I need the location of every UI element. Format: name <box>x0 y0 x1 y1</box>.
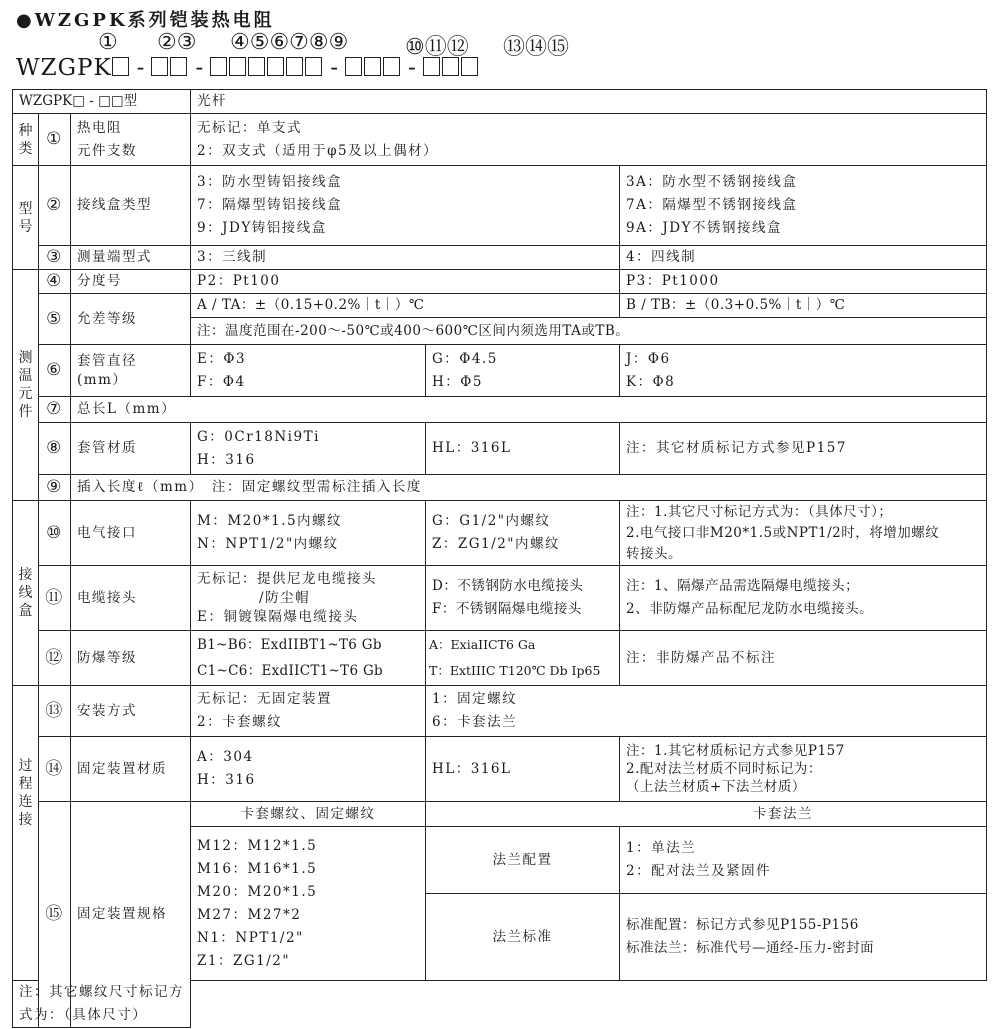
option: F：Φ4 <box>197 373 246 390</box>
row-number: ⑩ <box>39 501 71 566</box>
flange-config-label: 法兰配置 <box>426 827 620 894</box>
table-row <box>13 802 987 827</box>
option: 无标记：提供尼龙电缆接头 <box>197 570 378 587</box>
option: 3A：防水型不锈钢接线盒 <box>626 174 798 190</box>
code-box <box>286 57 303 76</box>
flange-std-label: 法兰标准 <box>426 894 620 981</box>
code-box <box>442 57 459 76</box>
category-model <box>13 166 39 270</box>
options-col2 <box>426 686 987 737</box>
code-dash: - <box>330 55 339 81</box>
row-note: 注：其它螺纹尺寸标记方式为：（具体尺寸） <box>13 981 191 1028</box>
note-line: 注：1、隔爆产品需选隔爆电缆接头； <box>626 578 860 594</box>
option: T：ExtIIIC T120℃ Db Ip65 <box>429 663 601 678</box>
option: 标准法兰：标准代号—通经-压力-密封面 <box>626 940 875 956</box>
header-model: WZGPK□ - □□型 <box>13 90 191 114</box>
row-number: ⑤ <box>39 294 71 345</box>
option: G：Φ4.5 <box>432 350 498 367</box>
label-line: (mm） <box>77 371 128 388</box>
table-row <box>13 246 987 270</box>
note-line: 注：1.其它尺寸标记方式为：（具体尺寸）； <box>626 503 893 520</box>
code-number-group-3: ④⑤⑥⑦⑧⑨ <box>230 30 349 55</box>
code-dash: - <box>195 55 205 81</box>
note-col3: 注：其它材质标记方式参见P157 <box>620 423 987 475</box>
option: /防尘帽 <box>259 589 311 606</box>
row-number: ② <box>39 166 71 246</box>
row-label: 总长L（mm） <box>71 397 987 423</box>
category-label: 种类 <box>18 122 33 157</box>
row-label: 安装方式 <box>71 686 191 737</box>
options-col1 <box>191 631 426 686</box>
row-number: ④ <box>39 270 71 294</box>
row-label: 固定装置材质 <box>71 737 191 802</box>
note-line: 2.配对法兰材质不同时标记为： <box>626 761 822 777</box>
row-label: 套管材质 <box>71 423 191 475</box>
option: 7A：隔爆型不锈钢接线盒 <box>626 197 798 213</box>
selection-table <box>12 89 987 1028</box>
options-col1 <box>191 345 426 397</box>
note-line: （上法兰材质+下法兰材质） <box>626 779 806 795</box>
row-label: 电气接口 <box>71 501 191 566</box>
table-row <box>13 270 987 294</box>
option: H：316 <box>197 772 256 788</box>
option: 2：卡套螺纹 <box>197 714 283 730</box>
note-line: 转接头。 <box>626 545 683 562</box>
subheader-flange: 卡套法兰 <box>426 802 987 827</box>
row-note: 注：温度范围在-200～-50℃或400～600℃区间内须选用TA或TB。 <box>191 318 987 345</box>
code-box <box>151 57 168 76</box>
option: D：不锈钢防水电缆接头 <box>432 578 584 594</box>
option: A：304 <box>197 749 254 765</box>
option: G：G1/2"内螺纹 <box>432 513 551 529</box>
note-col3 <box>620 737 987 802</box>
note-line: 2、非防爆产品标配尼龙防水电缆接头。 <box>626 601 874 617</box>
note-col3 <box>620 501 987 566</box>
code-prefix: WZGPK <box>16 55 112 81</box>
table-row <box>13 294 987 318</box>
option: 7：隔爆型铸铝接线盒 <box>197 197 343 213</box>
option: J：Φ6 <box>626 350 671 367</box>
category-label: 过程连接 <box>18 758 33 828</box>
code-box <box>210 57 227 76</box>
option-col2: HL：316L <box>426 737 620 802</box>
option: E：铜镀镍隔爆电缆接头 <box>197 608 359 625</box>
note-col3 <box>620 566 987 631</box>
option: E：Φ3 <box>197 350 247 367</box>
option: M：M20*1.5内螺纹 <box>197 513 343 529</box>
code-number-group-2: ②③ <box>157 30 197 55</box>
option: H：Φ5 <box>432 373 483 390</box>
option: F：不锈钢隔爆电缆接头 <box>432 601 582 617</box>
option: 1：单法兰 <box>626 840 697 856</box>
options-col2 <box>426 631 620 686</box>
options-col2 <box>426 501 620 566</box>
code-dash: - <box>408 55 417 81</box>
option: 6：卡套法兰 <box>432 714 518 730</box>
option: 9：JDY铸铝接线盒 <box>197 220 327 236</box>
code-box <box>423 57 440 76</box>
table-row <box>13 475 987 501</box>
row-label <box>71 345 191 397</box>
row-label <box>71 114 191 166</box>
row-number: ⑧ <box>39 423 71 475</box>
row-label: 插入长度ℓ（mm） 注：固定螺纹型需标注插入长度 <box>71 475 987 501</box>
category-kind <box>13 114 39 166</box>
row-number: ⑫ <box>39 631 71 686</box>
table-row <box>13 566 987 631</box>
option: B1~B6：ExdIIBT1~T6 Gb <box>197 637 382 653</box>
option-left: 3：三线制 <box>191 246 620 270</box>
option-col2: HL：316L <box>426 423 620 475</box>
options-right <box>620 166 987 246</box>
option: 2：双支式（适用于φ5及以上偶材） <box>197 142 439 159</box>
row-number: ⑮ <box>39 802 71 1028</box>
option: A：ExiaIICT6 Ga <box>429 637 536 652</box>
code-box <box>364 57 381 76</box>
table-row <box>13 114 987 166</box>
row-label: 允差等级 <box>71 294 191 345</box>
options-col2 <box>426 566 620 631</box>
code-box <box>267 57 284 76</box>
option: G：0Cr18Ni9Ti <box>197 428 320 445</box>
table-row <box>13 501 987 566</box>
table-row <box>13 345 987 397</box>
code-number-group-5: ⑬⑭⑮ <box>503 35 570 60</box>
page-title: ●WZGPK系列铠装热电阻 <box>16 10 275 31</box>
option: 无标记：单支式 <box>197 119 303 136</box>
code-box <box>170 57 187 76</box>
option-left: P2：Pt100 <box>191 270 620 294</box>
code-box <box>248 57 265 76</box>
row-number: ⑦ <box>39 397 71 423</box>
category-process <box>13 686 39 981</box>
thread-options <box>191 827 426 981</box>
row-label: 接线盒类型 <box>71 166 191 246</box>
option: K：Φ8 <box>626 373 676 390</box>
row-label: 分度号 <box>71 270 191 294</box>
row-number: ⑪ <box>39 566 71 631</box>
option: H：316 <box>197 451 256 468</box>
table-header-row <box>13 90 987 114</box>
row-number: ⑬ <box>39 686 71 737</box>
code-number-group-4: ⑩⑪⑫ <box>405 35 469 60</box>
code-box <box>345 57 362 76</box>
row-number: ⑭ <box>39 737 71 802</box>
table-row <box>13 686 987 737</box>
options-col1 <box>191 423 426 475</box>
option: M20：M20*1.5 <box>197 883 318 900</box>
table-row <box>13 737 987 802</box>
row-label: 防爆等级 <box>71 631 191 686</box>
options-col1 <box>191 686 426 737</box>
option: C1~C6：ExdIICT1~T6 Gb <box>197 663 383 679</box>
category-label: 接线盒 <box>18 567 33 619</box>
row-number: ① <box>39 114 71 166</box>
code-number-group-1: ① <box>98 30 118 55</box>
row-number: ⑨ <box>39 475 71 501</box>
model-code-template <box>16 55 480 81</box>
option-right: B / TB：±（0.3+0.5%｜t｜）℃ <box>620 294 987 318</box>
table-row <box>13 423 987 475</box>
option-right: 4：四线制 <box>620 246 987 270</box>
note-line: 2.电气接口非M20*1.5或NPT1/2时，将增加螺纹 <box>626 524 940 541</box>
category-label: 测温元件 <box>18 350 33 420</box>
label-line: 元件支数 <box>77 142 137 159</box>
row-number: ⑥ <box>39 345 71 397</box>
note-line: 注：1.其它材质标记方式参见P157 <box>626 743 845 759</box>
flange-config-options <box>620 827 987 894</box>
row-label: 固定装置规格 <box>71 802 191 1028</box>
option: 3：防水型铸铝接线盒 <box>197 174 343 190</box>
flange-std-options <box>620 894 987 981</box>
option: M12：M12*1.5 <box>197 837 318 854</box>
code-dash: - <box>136 55 146 81</box>
options-col3 <box>620 345 987 397</box>
table-row <box>13 981 987 1028</box>
row-number: ③ <box>39 246 71 270</box>
option: 1：固定螺纹 <box>432 691 518 707</box>
option: 2：配对法兰及紧固件 <box>626 863 772 879</box>
table-row <box>13 397 987 423</box>
options-left <box>191 166 620 246</box>
row-label: 电缆接头 <box>71 566 191 631</box>
code-box <box>229 57 246 76</box>
code-box <box>383 57 400 76</box>
code-box <box>461 57 478 76</box>
option: M27：M27*2 <box>197 906 302 923</box>
options-col1 <box>191 737 426 802</box>
header-desc: 光杆 <box>191 90 987 114</box>
note-col3: 注：非防爆产品不标注 <box>620 631 987 686</box>
option: Z1：ZG1/2" <box>197 952 291 969</box>
category-label: 型号 <box>18 200 33 235</box>
option: N1：NPT1/2" <box>197 929 304 946</box>
option: Z：ZG1/2"内螺纹 <box>432 536 560 552</box>
category-junction <box>13 501 39 686</box>
table-row <box>13 166 987 246</box>
category-sensor <box>13 270 39 501</box>
option: N：NPT1/2"内螺纹 <box>197 536 339 552</box>
label-line: 热电阻 <box>77 119 122 136</box>
code-box <box>305 57 322 76</box>
code-box <box>112 57 129 76</box>
option: 9A：JDY不锈钢接线盒 <box>626 220 783 236</box>
option: 无标记：无固定装置 <box>197 691 333 707</box>
option-left: A / TA：±（0.15+0.2%｜t｜）℃ <box>191 294 620 318</box>
option: M16：M16*1.5 <box>197 860 318 877</box>
subheader-threads: 卡套螺纹、固定螺纹 <box>191 802 426 827</box>
label-line: 套管直径 <box>77 352 137 369</box>
row-options <box>191 114 987 166</box>
options-col1 <box>191 566 426 631</box>
row-label: 测量端型式 <box>71 246 191 270</box>
option-right: P3：Pt1000 <box>620 270 987 294</box>
options-col2 <box>426 345 620 397</box>
table-row <box>13 631 987 686</box>
option: 标准配置：标记方式参见P155-P156 <box>626 917 859 933</box>
options-col1 <box>191 501 426 566</box>
